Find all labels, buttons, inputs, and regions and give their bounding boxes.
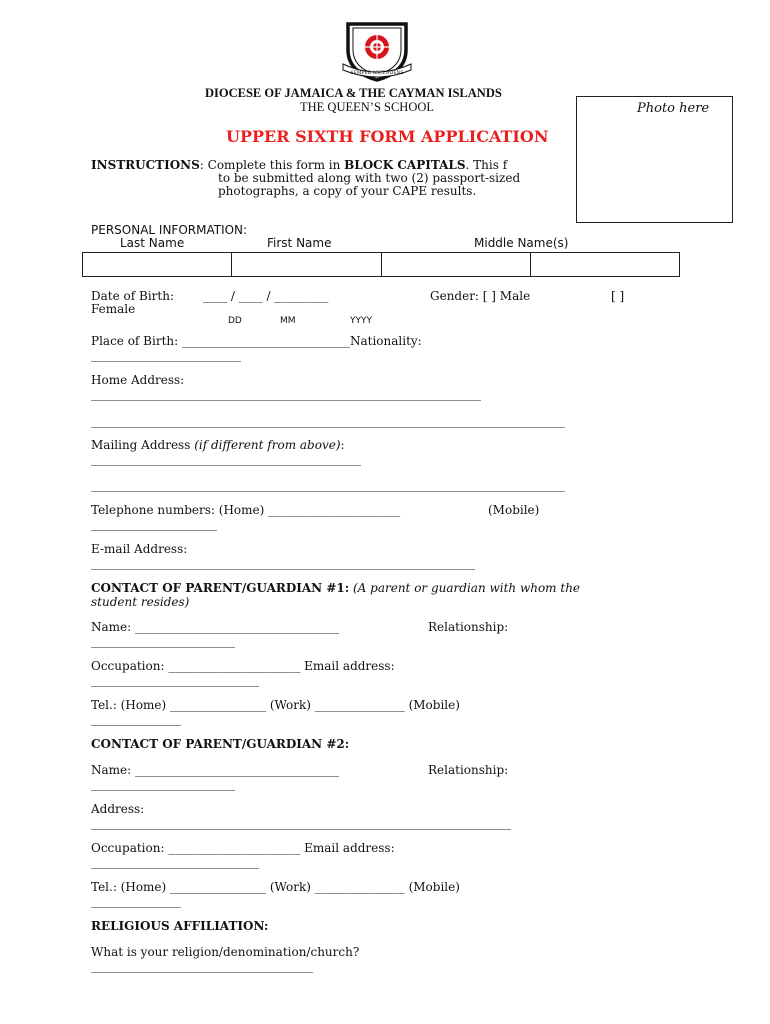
guardian2-address-label: Address: bbox=[91, 802, 145, 816]
dob-field[interactable]: ____ / ____ / _________ bbox=[203, 289, 329, 303]
religion-heading: RELIGIOUS AFFILIATION: bbox=[91, 919, 269, 933]
photo-placeholder-label: Photo here bbox=[637, 101, 710, 116]
guardian2-tel-fields[interactable]: Tel.: (Home) ________________ (Work) _______________ (Mobile) bbox=[91, 880, 460, 894]
diocese-heading: DIOCESE OF JAMAICA & THE CAYMAN ISLANDS bbox=[205, 86, 502, 100]
last-name-cell[interactable] bbox=[83, 253, 232, 276]
telephone-mobile-label: (Mobile) bbox=[488, 503, 540, 517]
middle-name-cell-2[interactable] bbox=[531, 253, 679, 276]
guardian2-mobile-line[interactable]: _______________ bbox=[91, 894, 181, 908]
telephone-home-field[interactable]: Telephone numbers: (Home) ______________________ bbox=[91, 503, 401, 517]
guardian1-email-line[interactable]: ____________________________ bbox=[91, 673, 259, 687]
instructions-line-3: photographs, a copy of your CAPE results. bbox=[218, 184, 477, 198]
guardian1-tel-fields[interactable]: Tel.: (Home) ________________ (Work) _______________ (Mobile) bbox=[91, 698, 460, 712]
mailing-address-text: Mailing Address bbox=[91, 438, 195, 452]
guardian1-relationship-label: Relationship: bbox=[428, 620, 509, 634]
first-name-cell[interactable] bbox=[232, 253, 381, 276]
instructions-line-1 bbox=[91, 158, 507, 172]
dob-yyyy-hint: YYYY bbox=[350, 316, 372, 326]
guardian1-mobile-line[interactable]: _______________ bbox=[91, 712, 181, 726]
photo-placeholder-box[interactable] bbox=[576, 96, 733, 223]
guardian2-occupation-field[interactable]: Occupation: ______________________ Email address: bbox=[91, 841, 395, 855]
guardian2-relationship-label: Relationship: bbox=[428, 763, 509, 777]
school-crest-logo bbox=[340, 20, 414, 82]
home-address-line-1[interactable]: _________________________________________________________________ bbox=[91, 387, 481, 401]
gender-male-option[interactable]: Gender: [ ] Male bbox=[430, 289, 531, 303]
mailing-address-line-1[interactable]: _____________________________________________ bbox=[91, 452, 361, 466]
gender-female-checkbox[interactable]: [ ] bbox=[611, 289, 625, 303]
guardian1-note: (A parent or guardian with whom the bbox=[349, 581, 581, 595]
guardian1-occupation-field[interactable]: Occupation: ______________________ Email address: bbox=[91, 659, 395, 673]
email-label: E-mail Address: bbox=[91, 542, 188, 556]
dob-mm-hint: MM bbox=[280, 316, 296, 326]
guardian2-name-field[interactable]: Name: __________________________________ bbox=[91, 763, 339, 777]
guardian1-relationship-line[interactable]: ________________________ bbox=[91, 634, 235, 648]
email-line[interactable]: ________________________________________________________________ bbox=[91, 556, 475, 570]
guardian2-address-line[interactable]: ______________________________________________________________________ bbox=[91, 816, 511, 830]
guardian2-email-line[interactable]: ____________________________ bbox=[91, 855, 259, 869]
instructions-label: INSTRUCTIONS bbox=[91, 158, 200, 172]
instructions-block-capitals: BLOCK CAPITALS bbox=[344, 158, 466, 172]
col-last-name: Last Name bbox=[120, 236, 185, 250]
personal-info-heading: PERSONAL INFORMATION: bbox=[91, 223, 248, 237]
guardian2-heading: CONTACT OF PARENT/GUARDIAN #2: bbox=[91, 737, 350, 751]
telephone-mobile-line[interactable]: _____________________ bbox=[91, 517, 217, 531]
col-middle-name: Middle Name(s) bbox=[474, 236, 569, 250]
form-title: UPPER SIXTH FORM APPLICATION bbox=[226, 127, 549, 146]
guardian1-note-line-2: student resides) bbox=[91, 595, 190, 609]
dob-dd-hint: DD bbox=[228, 316, 242, 326]
mailing-address-note: (if different from above) bbox=[194, 438, 341, 452]
gender-female-label: Female bbox=[91, 302, 136, 316]
religion-answer-line[interactable]: _____________________________________ bbox=[91, 959, 313, 973]
mailing-address-colon: : bbox=[340, 438, 345, 452]
home-address-line-2[interactable]: _______________________________________________________________________________ bbox=[91, 414, 565, 428]
mailing-address-line-2[interactable]: _______________________________________________________________________________ bbox=[91, 478, 565, 492]
instructions-line-2: to be submitted along with two (2) passport-sized bbox=[218, 171, 521, 185]
guardian1-name-field[interactable]: Name: __________________________________ bbox=[91, 620, 339, 634]
mailing-address-label bbox=[91, 438, 345, 452]
guardian2-relationship-line[interactable]: ________________________ bbox=[91, 777, 235, 791]
col-first-name: First Name bbox=[267, 236, 332, 250]
instructions-text-a: : Complete this form in bbox=[199, 158, 345, 172]
home-address-label: Home Address: bbox=[91, 373, 185, 387]
name-entry-table bbox=[82, 252, 680, 277]
nationality-line[interactable]: _________________________ bbox=[91, 348, 241, 362]
guardian1-heading: CONTACT OF PARENT/GUARDIAN #1: bbox=[91, 581, 350, 595]
instructions-text-c: . This f bbox=[465, 158, 508, 172]
middle-name-cell-1[interactable] bbox=[382, 253, 531, 276]
crest-banner-text: SEMPER ASCENDENS bbox=[350, 71, 404, 76]
school-name: THE QUEEN’S SCHOOL bbox=[300, 100, 435, 114]
dob-label: Date of Birth: bbox=[91, 289, 174, 303]
guardian1-heading-line bbox=[91, 581, 580, 595]
place-of-birth-nationality[interactable]: Place of Birth: ____________________________Nationality: bbox=[91, 334, 422, 348]
religion-question: What is your religion/denomination/church? bbox=[91, 945, 360, 959]
